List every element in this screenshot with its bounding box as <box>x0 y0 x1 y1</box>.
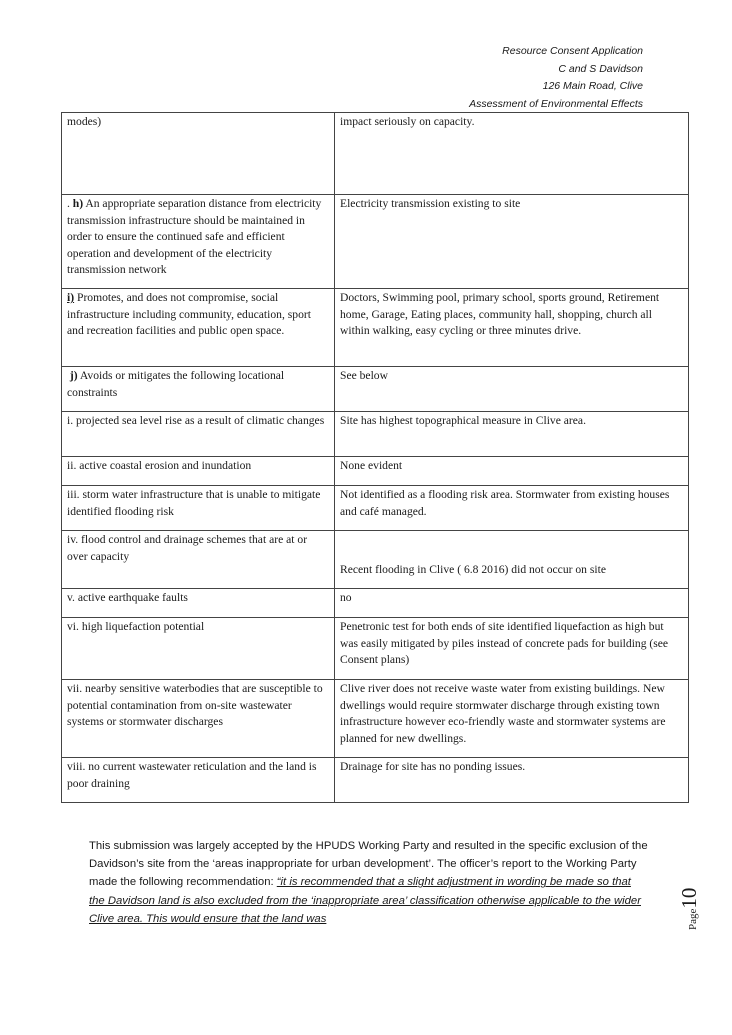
table-row <box>62 113 689 195</box>
table-row <box>62 412 689 457</box>
officer-quote: “it is recommended that a slight adjustment in wording be made so that the Davidson land is also excluded from the ‘inappropriate area’ classification otherwise applicable to the wider Clive area. This would ensure that the land was <box>89 876 641 925</box>
table-row <box>62 618 689 680</box>
table-row <box>62 758 689 803</box>
criterion-cell: iv. flood control and drainage schemes that are at or over capacity <box>62 531 335 589</box>
assessment-table <box>61 112 689 803</box>
criterion-cell: vi. high liquefaction potential <box>62 618 335 680</box>
table-row <box>62 531 689 589</box>
header-address: 126 Main Road, Clive <box>542 80 643 92</box>
criterion-letter: i) <box>67 291 75 304</box>
response-cell: None evident <box>335 457 689 486</box>
header-title: Resource Consent Application <box>502 45 643 57</box>
response-cell: Not identified as a flooding risk area. Stormwater from existing houses and café managed. <box>335 486 689 531</box>
document-header <box>469 43 643 113</box>
criterion-cell: v. active earthquake faults <box>62 589 335 618</box>
table-row <box>62 589 689 618</box>
table-row <box>62 486 689 531</box>
page-number <box>677 868 701 930</box>
table-row <box>62 195 689 289</box>
criterion-cell: i. projected sea level rise as a result of climatic changes <box>62 412 335 457</box>
response-cell: no <box>335 589 689 618</box>
response-cell: Doctors, Swimming pool, primary school, sports ground, Retirement home, Garage, Eating places, community hall, shopping, church all within walking, easy cycling or three minutes drive. <box>335 289 689 367</box>
criterion-cell: i) Promotes, and does not compromise, social infrastructure including community, education, sport and recreation facilities and public open space. <box>62 289 335 367</box>
response-cell: Site has highest topographical measure in Clive area. <box>335 412 689 457</box>
page-label: Page <box>687 908 699 930</box>
criterion-letter: h) <box>72 197 84 210</box>
criterion-cell: j) Avoids or mitigates the following locational constraints <box>62 367 335 412</box>
table-row <box>62 289 689 367</box>
criterion-letter: j) <box>69 369 78 382</box>
criterion-cell: iii. storm water infrastructure that is unable to mitigate identified flooding risk <box>62 486 335 531</box>
response-cell: Drainage for site has no ponding issues. <box>335 758 689 803</box>
header-applicant: C and S Davidson <box>558 62 643 75</box>
criterion-cell: modes) <box>62 113 335 195</box>
response-cell: Clive river does not receive waste water from existing buildings. New dwellings would require stormwater discharge through existing town infrastructure however eco-friendly waste and stormwater systems are planned for new dwellings. <box>335 680 689 758</box>
criterion-cell: . h) An appropriate separation distance from electricity transmission infrastructure should be maintained in order to ensure the continued safe and efficient operation and development of the electricity transmission network <box>62 195 335 289</box>
response-cell: impact seriously on capacity. <box>335 113 689 195</box>
body-paragraph <box>89 837 649 928</box>
response-cell: Electricity transmission existing to site <box>335 195 689 289</box>
criterion-cell: ii. active coastal erosion and inundation <box>62 457 335 486</box>
response-cell: See below <box>335 367 689 412</box>
table-row <box>62 367 689 412</box>
table-row <box>62 680 689 758</box>
table-row <box>62 457 689 486</box>
page-number-value: 10 <box>677 887 701 909</box>
header-subtitle: Assessment of Environmental Effects <box>469 97 643 110</box>
criterion-cell: viii. no current wastewater reticulation and the land is poor draining <box>62 758 335 803</box>
criterion-cell: vii. nearby sensitive waterbodies that are susceptible to potential contamination from on-site wastewater systems or stormwater discharges <box>62 680 335 758</box>
response-cell: Penetronic test for both ends of site identified liquefaction as high but was easily mitigated by piles instead of concrete pads for building (see Consent plans) <box>335 618 689 680</box>
paragraph-text: This submission was largely accepted by the HPUDS Working Party and resulted in the specific exclusion of the Davidson’s site from the ‘areas inappropriate for urban development’. The officer’s report to the Working Party made the following recommendation: <box>89 840 648 889</box>
response-cell: Recent flooding in Clive ( 6.8 2016) did not occur on site <box>335 531 689 589</box>
